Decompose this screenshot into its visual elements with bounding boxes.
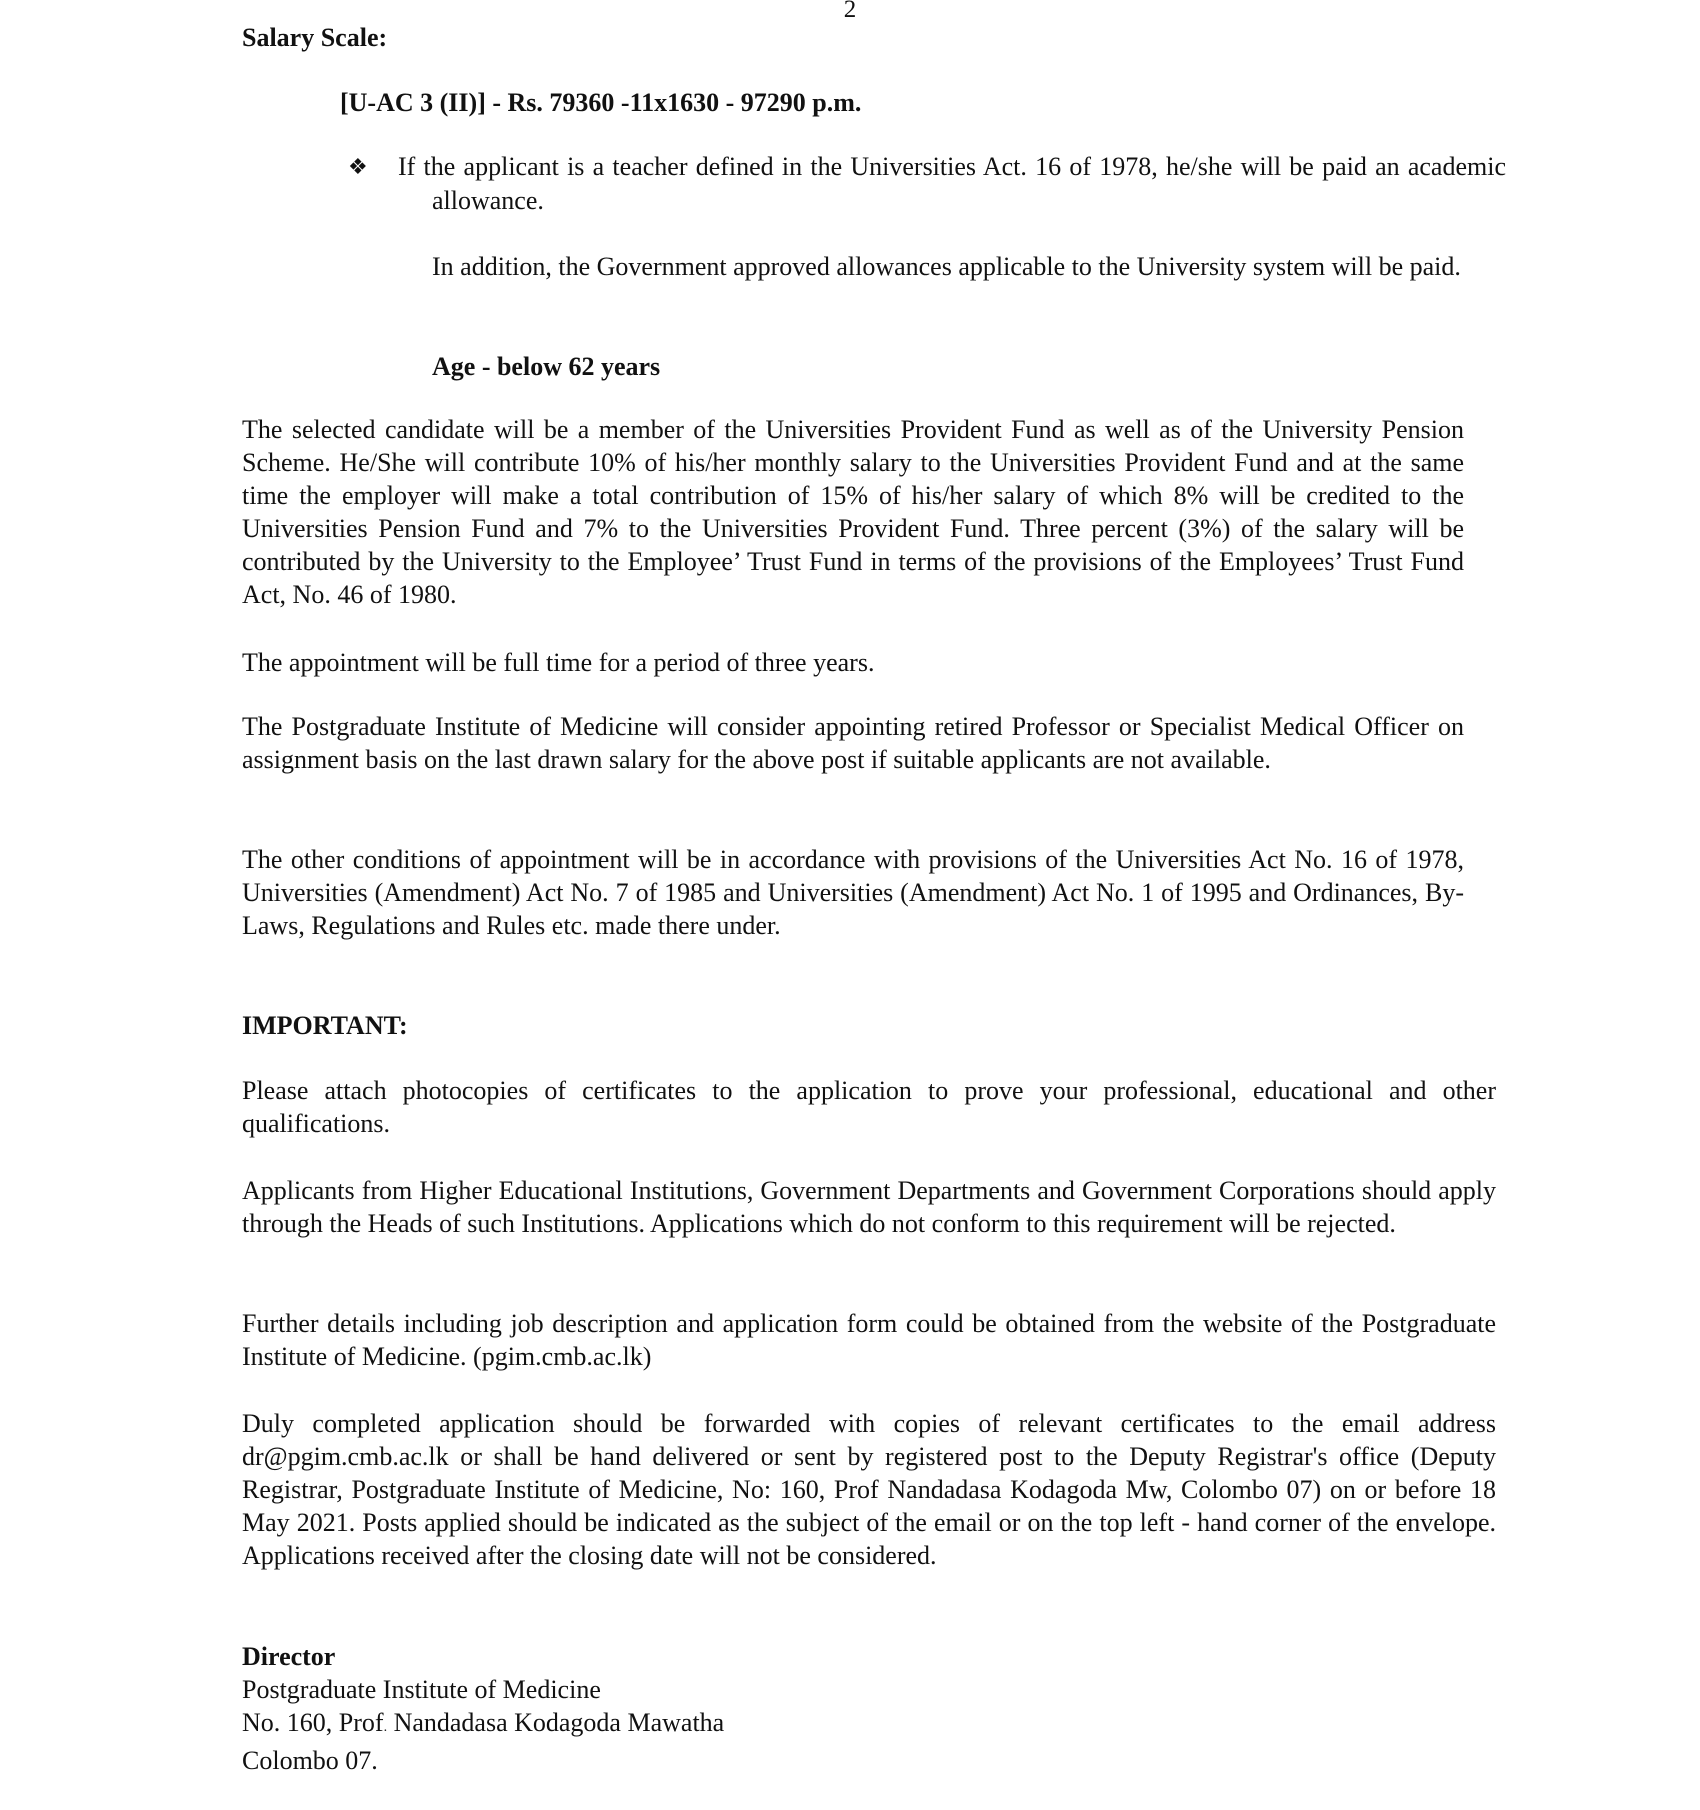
signature-city: Colombo 07. bbox=[242, 1746, 378, 1775]
important-heading: IMPORTANT: bbox=[242, 1011, 408, 1040]
apply-through-heads-paragraph: Applicants from Higher Educational Institutions, Government Departments and Government Corporations should apply through the Heads of such Institutions. Applications which do not conform to this requirement will be rejected. bbox=[242, 1176, 1496, 1238]
appointment-period-paragraph: The appointment will be full time for a period of three years. bbox=[242, 648, 875, 677]
academic-allowance-text: If the applicant is a teacher defined in the Universities Act. 16 of 1978, he/she will be paid an academic allowance. bbox=[398, 152, 1506, 215]
age-limit-line: Age - below 62 years bbox=[432, 352, 661, 381]
street-dot: . bbox=[383, 1720, 388, 1735]
street-rest: Nandadasa Kodagoda Mawatha bbox=[387, 1708, 725, 1737]
provident-fund-paragraph: The selected candidate will be a member of the Universities Provident Fund as well as of the University Pension Scheme. He/She will contribute 10% of his/her monthly salary to the Universities Provident Fund and at the same time the employer will make a total contribution of 15% of his/her salary of which 8% will be credited to the Universities Pension Fund and 7% to the Universities Provident Fund. Three percent (3%) of the salary will be contributed by the University to the Employee’ Trust Fund in terms of the provisions of the Employees’ Trust Fund Act, No. 46 of 1980. bbox=[242, 415, 1464, 609]
page-number: 2 bbox=[843, 0, 857, 23]
retired-professor-paragraph: The Postgraduate Institute of Medicine will consider appointing retired Professor or Specialist Medical Officer on assignment basis on the last drawn salary for the above post if suitable applicants are not available. bbox=[242, 712, 1464, 774]
salary-scale-heading: Salary Scale: bbox=[242, 23, 388, 52]
salary-scale-line: [U-AC 3 (II)] - Rs. 79360 -11x1630 - 97290 p.m. bbox=[340, 88, 862, 117]
signature-street bbox=[242, 1706, 724, 1744]
further-details-paragraph: Further details including job description and application form could be obtained from the website of the Postgraduate Institute of Medicine. (pgim.cmb.ac.lk) bbox=[242, 1309, 1496, 1371]
signature-institution: Postgraduate Institute of Medicine bbox=[242, 1675, 601, 1704]
other-conditions-paragraph: The other conditions of appointment will be in accordance with provisions of the Universities Act No. 16 of 1978, Universities (Amendment) Act No. 7 of 1985 and Universities (Amendment) Act No. 1 of 1995 and Ordinances, By-Laws, Regulations and Rules etc. made there under. bbox=[242, 845, 1464, 940]
government-allowances-text: In addition, the Government approved allowances applicable to the University system will be paid. bbox=[432, 252, 1461, 281]
submission-instructions-paragraph: Duly completed application should be forwarded with copies of relevant certificates to the email address dr@pgim.cmb.ac.lk or shall be hand delivered or sent by registered post to the Deputy Registrar's office (Deputy Registrar, Postgraduate Institute of Medicine, No: 160, Prof Nandadasa Kodagoda Mw, Colombo 07) on or before 18 May 2021. Posts applied should be indicated as the subject of the email or on the top left - hand corner of the envelope. Applications received after the closing date will not be considered. bbox=[242, 1409, 1496, 1570]
signature-block bbox=[242, 1640, 724, 1777]
street-prefix: No. 160, Prof bbox=[242, 1708, 384, 1737]
photocopies-paragraph: Please attach photocopies of certificates to the application to prove your professional, educational and other qualifications. bbox=[242, 1076, 1496, 1138]
academic-allowance-bullet: ❖ If the applicant is a teacher defined in the Universities Act. 16 of 1978, he/she will be paid an academic allowance. bbox=[348, 152, 1506, 215]
signature-title: Director bbox=[242, 1642, 336, 1671]
